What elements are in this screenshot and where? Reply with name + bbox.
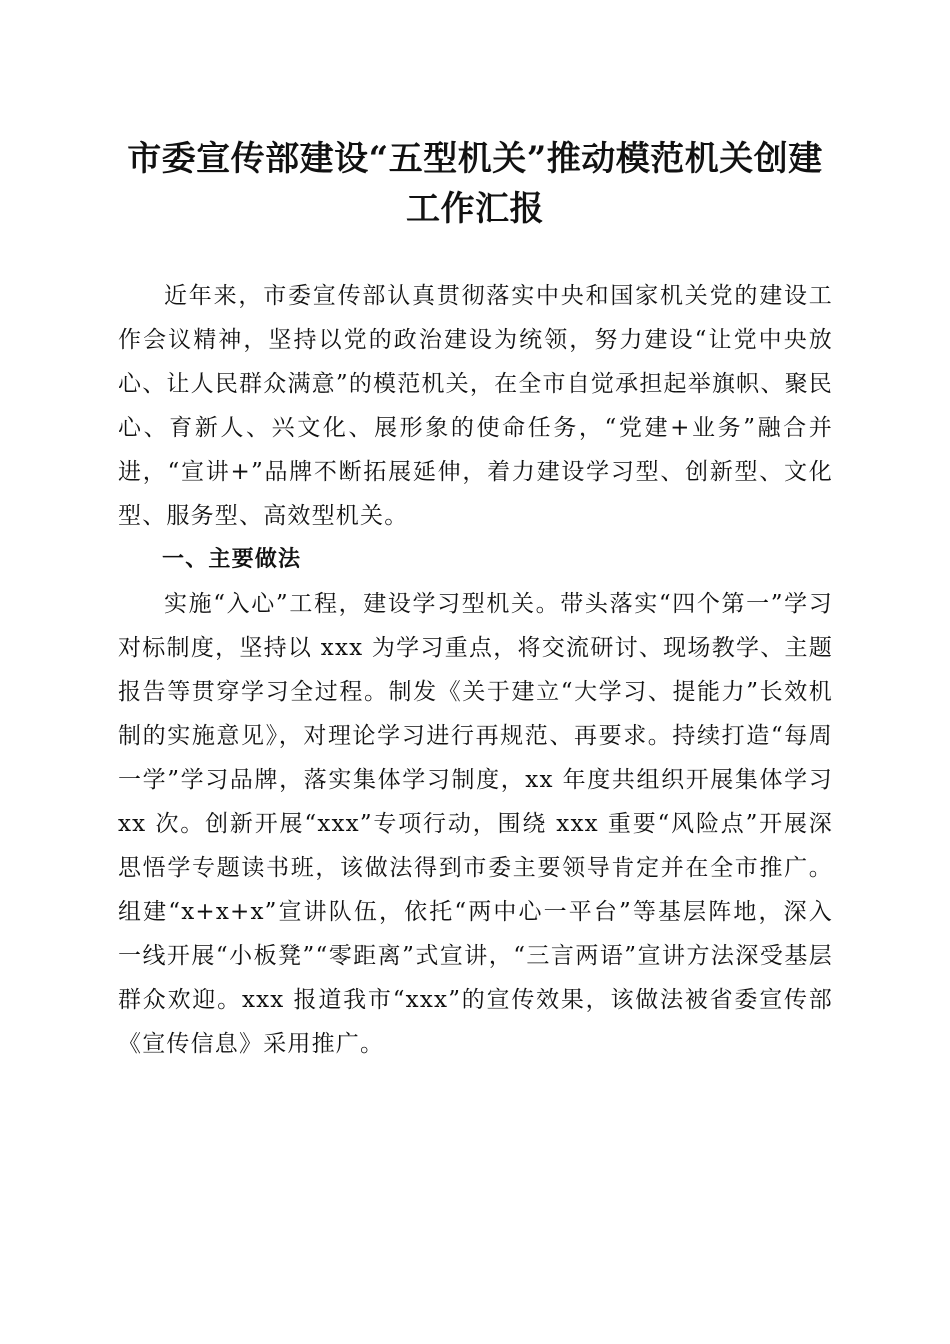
section-heading-main-practices: 一、主要做法 (162, 547, 302, 572)
intro-paragraph: 近年来，市委宣传部认真贯彻落实中央和国家机关党的建设工作会议精神，坚持以党的政治建设为统领，努力建设“让党中央放心、让人民群众满意”的模范机关，在全市自觉承担起举旗帜、聚民心、育新人、兴文化、展形象的使命任务，“党建+业务”融合并进，“宣讲+”品牌不断拓展延伸，着力建设学习型、创新型、文化型、服务型、高效型机关。 (118, 283, 833, 529)
document-title: 市委宣传部建设“五型机关”推动模范机关创建工作汇报 (127, 139, 823, 229)
section-paragraph: 实施“入心”工程，建设学习型机关。带头落实“四个第一”学习对标制度，坚持以 xxx 为学习重点，将交流研讨、现场教学、主题报告等贯穿学习全过程。制发《关于建立“大学习、提能力”长效机制的实施意见》，对理论学习进行再规范、再要求。持续打造“每周一学”学习品牌，落实集体学习制度，xx 年度共组织开展集体学习 xx 次。创新开展“xxx”专项行动，围绕 xxx 重要“风险点”开展深思悟学专题读书班，该做法得到市委主要领导肯定并在全市推广。组建“x+x+x”宣讲队伍，依托“两中心一平台”等基层阵地，深入一线开展“小板凳”“零距离”式宣讲，“三言两语”宣讲方法深受基层群众欢迎。xxx 报道我市“xxx”的宣传效果，该做法被省委宣传部《宣传信息》采用推广。 (118, 591, 833, 1057)
document-body (118, 274, 833, 1066)
